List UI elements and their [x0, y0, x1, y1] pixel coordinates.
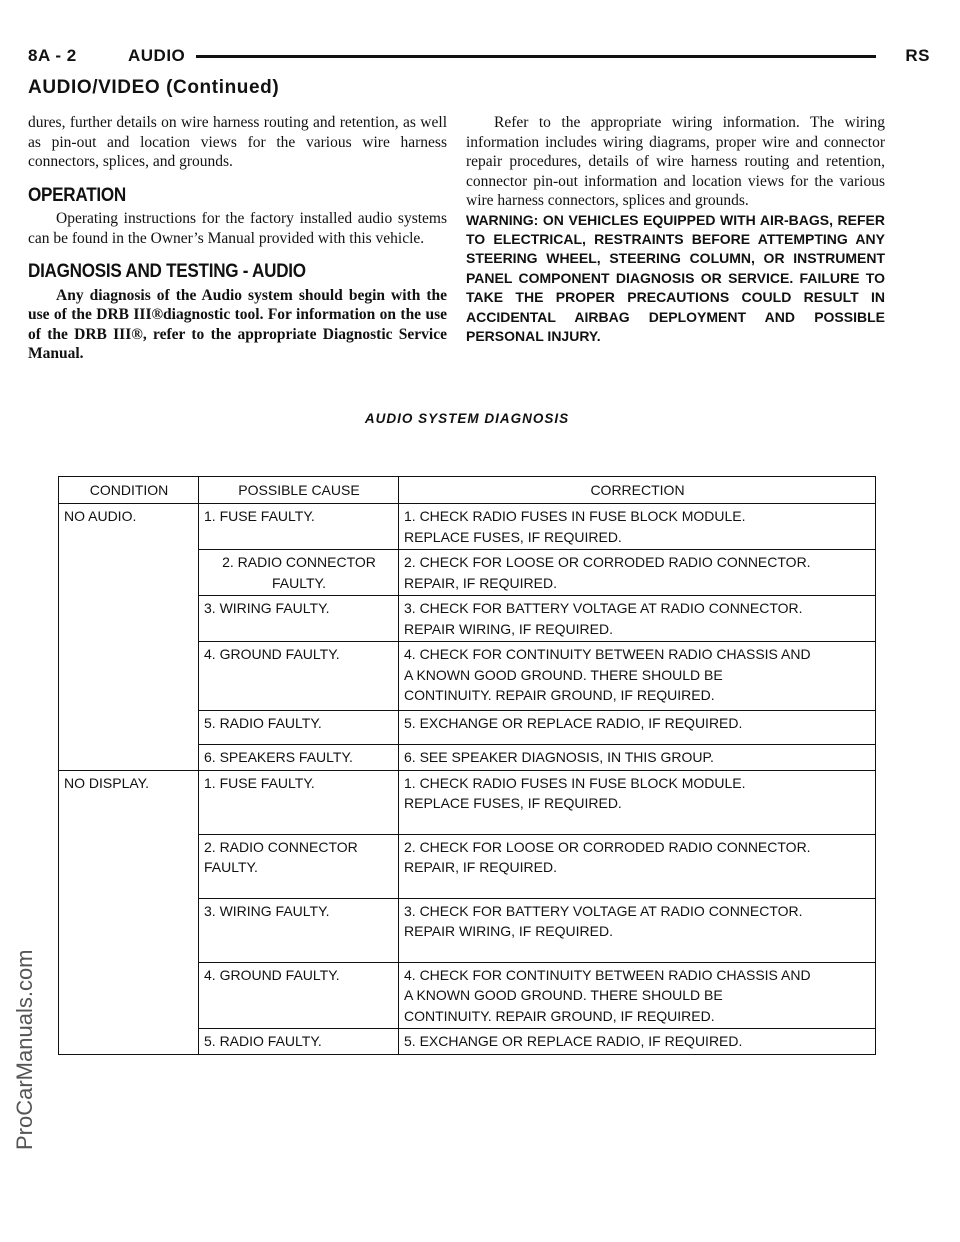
cause-cell: 6. SPEAKERS FAULTY. — [199, 745, 399, 771]
correction-cell — [399, 642, 876, 711]
header-possible-cause: POSSIBLE CAUSE — [199, 477, 399, 504]
page-header — [28, 44, 932, 68]
correction-line: 2. CHECK FOR LOOSE OR CORRODED RADIO CONNECTOR. — [404, 838, 811, 855]
table-header-row — [59, 477, 876, 504]
continued-title: AUDIO/VIDEO (Continued) — [28, 77, 280, 98]
correction-line: 6. SEE SPEAKER DIAGNOSIS, IN THIS GROUP. — [404, 749, 714, 765]
cause-cell: 3. WIRING FAULTY. — [199, 596, 399, 642]
cause-cell: 1. FUSE FAULTY. — [199, 770, 399, 834]
correction-cell — [399, 1029, 876, 1055]
condition-cell: NO AUDIO. — [59, 504, 199, 771]
cause-line: FAULTY. — [204, 859, 258, 875]
correction-line: REPLACE FUSES, IF REQUIRED. — [404, 528, 622, 545]
wiring-paragraph: Refer to the appropriate wiring information. The wiring information includes wiring diagrams, proper wire and connector repair procedures, details of wire harness routing and retention, connector pin-out information and location views for the various wire harness connectors, splices and grounds. — [466, 114, 885, 209]
cause-cell: 5. RADIO FAULTY. — [199, 1029, 399, 1055]
operation-heading: OPERATION — [28, 184, 126, 206]
correction-cell — [399, 834, 876, 898]
cause-cell: 3. WIRING FAULTY. — [199, 898, 399, 962]
correction-line: A KNOWN GOOD GROUND. THERE SHOULD BE — [404, 987, 723, 1003]
correction-cell — [399, 596, 876, 642]
diagnosis-heading: DIAGNOSIS AND TESTING - AUDIO — [28, 261, 306, 282]
diagnosis-paragraph: Any diagnosis of the Audio system should begin with the use of the DRB III®diagnostic tool. For information on the use of the DRB III®, refer to the appropriate Diagnostic Service Manual. — [28, 286, 447, 362]
correction-line: REPLACE FUSES, IF REQUIRED. — [404, 795, 622, 811]
correction-line: REPAIR WIRING, IF REQUIRED. — [404, 620, 613, 637]
table-title: AUDIO SYSTEM DIAGNOSIS — [364, 411, 570, 426]
correction-cell — [399, 711, 876, 745]
page-number: 8A - 2 — [28, 46, 77, 65]
correction-line: REPAIR, IF REQUIRED. — [404, 859, 557, 875]
diagnosis-table — [58, 476, 876, 1055]
correction-line: 4. CHECK FOR CONTINUITY BETWEEN RADIO CHASSIS AND — [404, 966, 811, 983]
correction-line: 1. CHECK RADIO FUSES IN FUSE BLOCK MODULE. — [404, 508, 746, 524]
intro-paragraph: dures, further details on wire harness routing and retention, as well as pin-out and location views for the various wire harness connectors, splices, and grounds. — [28, 114, 447, 170]
header-rule — [196, 55, 876, 58]
table-row — [59, 770, 876, 834]
right-column — [466, 113, 885, 346]
left-column — [28, 113, 447, 364]
model-code: RS — [905, 46, 930, 65]
airbag-warning: WARNING: ON VEHICLES EQUIPPED WITH AIR-BAGS, REFER TO ELECTRICAL, RESTRAINTS BEFORE ATTEMPTING ANY STEERING WHEEL, STEERING COLUMN, OR INSTRUMENT PANEL COMPONENT DIAGNOSIS OR SERVICE. FAILURE TO TAKE THE PROPER PRECAUTIONS COULD RESULT IN ACCIDENTAL AIRBAG DEPLOYMENT AND POSSIBLE PERSONAL INJURY. — [466, 211, 885, 344]
correction-line: 5. EXCHANGE OR REPLACE RADIO, IF REQUIRED. — [404, 715, 743, 731]
correction-line: 1. CHECK RADIO FUSES IN FUSE BLOCK MODULE. — [404, 774, 746, 791]
correction-cell — [399, 962, 876, 1029]
correction-line: REPAIR, IF REQUIRED. — [404, 574, 557, 591]
correction-line: 4. CHECK FOR CONTINUITY BETWEEN RADIO CHASSIS AND — [404, 646, 811, 662]
correction-cell — [399, 745, 876, 771]
cause-cell: 4. GROUND FAULTY. — [199, 962, 399, 1029]
correction-line: CONTINUITY. REPAIR GROUND, IF REQUIRED. — [404, 1007, 715, 1024]
cause-line: 2. RADIO CONNECTOR — [222, 554, 376, 570]
cause-line: 2. RADIO CONNECTOR — [204, 838, 358, 855]
operation-paragraph: Operating instructions for the factory installed audio systems can be found in the Owner’s Manual provided with this vehicle. — [28, 210, 447, 247]
section-name: AUDIO — [128, 46, 186, 65]
correction-cell — [399, 770, 876, 834]
cause-line: FAULTY. — [272, 574, 326, 591]
correction-line: 5. EXCHANGE OR REPLACE RADIO, IF REQUIRED. — [404, 1033, 743, 1049]
correction-line: 3. CHECK FOR BATTERY VOLTAGE AT RADIO CONNECTOR. — [404, 600, 803, 616]
correction-line: REPAIR WIRING, IF REQUIRED. — [404, 923, 613, 939]
correction-line: 3. CHECK FOR BATTERY VOLTAGE AT RADIO CONNECTOR. — [404, 902, 803, 919]
cause-cell: 4. GROUND FAULTY. — [199, 642, 399, 711]
correction-cell — [399, 550, 876, 596]
cause-cell: 1. FUSE FAULTY. — [199, 504, 399, 550]
cause-cell — [199, 834, 399, 898]
correction-cell — [399, 898, 876, 962]
cause-cell: 5. RADIO FAULTY. — [199, 711, 399, 745]
watermark: ProCarManuals.com — [12, 949, 37, 1150]
correction-cell — [399, 504, 876, 550]
correction-line: CONTINUITY. REPAIR GROUND, IF REQUIRED. — [404, 687, 715, 703]
correction-line: 2. CHECK FOR LOOSE OR CORRODED RADIO CONNECTOR. — [404, 554, 811, 570]
header-condition: CONDITION — [59, 477, 199, 504]
condition-cell: NO DISPLAY. — [59, 770, 199, 1054]
table-row — [59, 504, 876, 550]
header-correction: CORRECTION — [399, 477, 876, 504]
cause-cell — [199, 550, 399, 596]
correction-line: A KNOWN GOOD GROUND. THERE SHOULD BE — [404, 666, 723, 683]
